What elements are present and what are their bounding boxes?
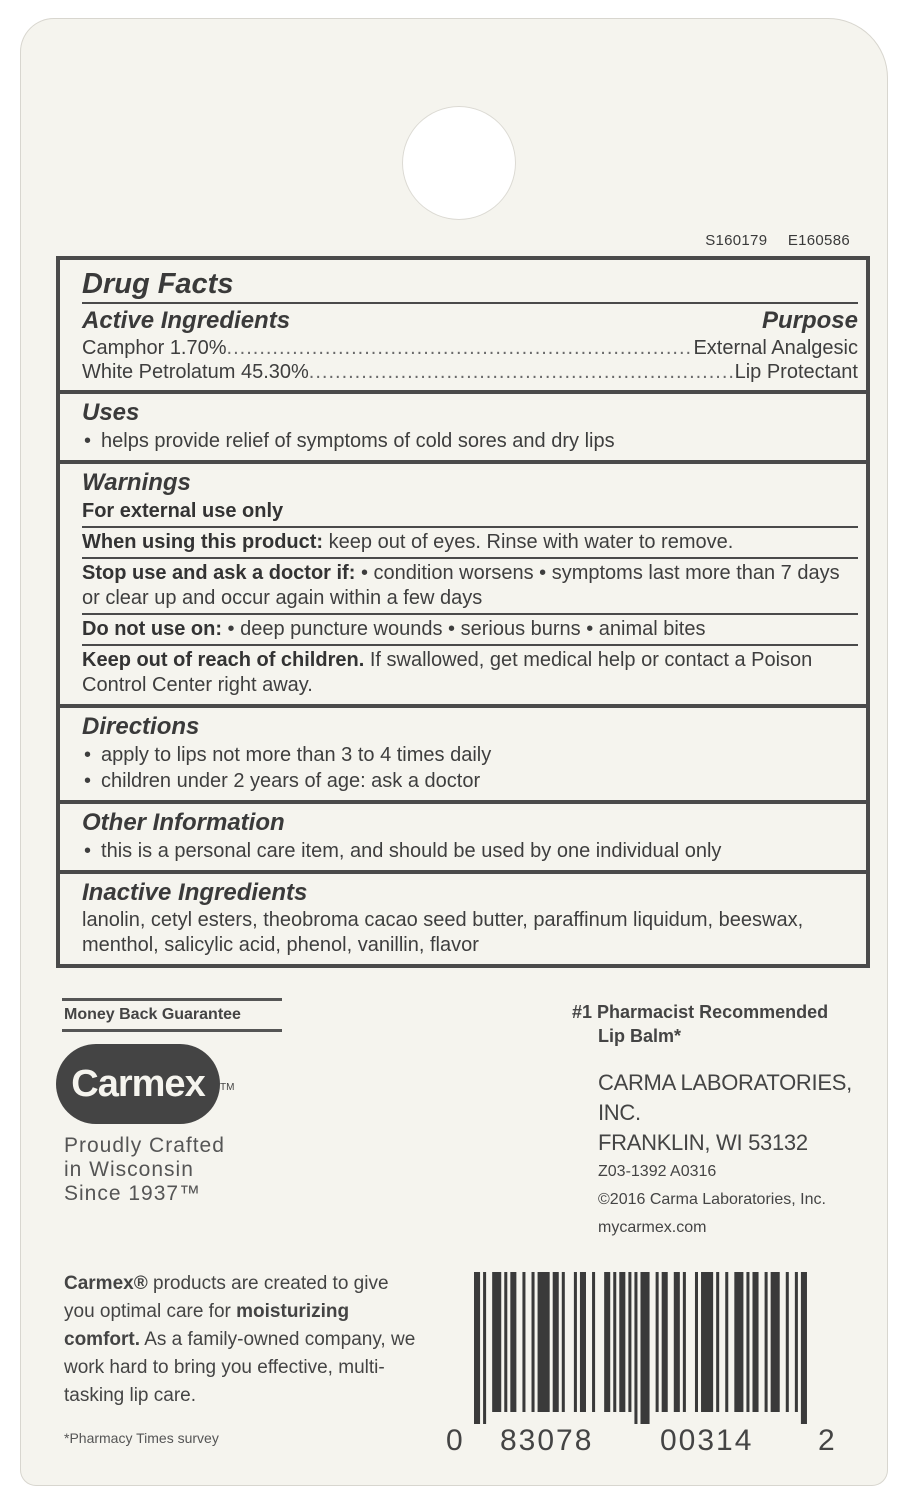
uses-item: • helps provide relief of symptoms of cold sores and dry lips [82,428,858,454]
story-brand: Carmex® [64,1273,148,1294]
directions-title: Directions [82,713,200,740]
active-name: Camphor 1.70% [82,337,227,359]
barcode-bar [553,1272,559,1412]
uses-title: Uses [82,399,140,426]
barcode-bar [734,1272,743,1412]
active-purpose: External Analgesic [693,337,858,359]
active-row [82,336,858,360]
barcode-bar [765,1272,768,1412]
company-website: mycarmex.com [598,1219,707,1236]
barcode-bar [771,1272,780,1412]
barcode-bar [613,1272,616,1412]
directions-item: • children under 2 years of age: ask a doctor [82,768,858,794]
barcode-bar [562,1272,565,1412]
crafted-line: Since 1937™ [64,1182,202,1205]
barcode-digit-check: 2 [818,1424,837,1457]
lot-code: E160586 [787,232,850,249]
recommended-claim [572,1000,862,1048]
barcode-bar [628,1272,631,1412]
barcode-bar [795,1272,798,1412]
barcode-bar [695,1272,698,1412]
crafted-line: in Wisconsin [64,1158,194,1181]
when-using-text: keep out of eyes. Rinse with water to remove. [328,531,734,553]
active-purpose: Lip Protectant [734,361,858,383]
barcode-bar [492,1272,501,1412]
crafted-statement [64,1134,304,1206]
barcode-bar [510,1272,516,1412]
leader-dots [227,336,694,360]
barcode-digits-left: 83078 [500,1424,594,1457]
do-not-use-line [82,613,858,642]
when-using-line [82,526,858,555]
logo-text: Carmex [71,1062,205,1105]
story-bold: moisturizing comfort. [64,1301,350,1350]
footnote: *Pharmacy Times survey [64,1430,219,1446]
barcode-bar [746,1272,749,1412]
stop-use-line [82,557,858,611]
barcode-bar [716,1272,719,1412]
package-back [20,18,888,1486]
when-using-label: When using this product: [82,531,324,553]
do-not-use-label: Do not use on: [82,618,222,640]
do-not-use-text: • deep puncture wounds • serious burns • animal bites [227,618,706,640]
carmex-logo [56,1044,220,1124]
barcode-bar [604,1272,610,1412]
company-code: Z03-1392 A0316 [598,1163,717,1180]
purpose-header: Purpose [761,307,858,334]
lot-codes [689,232,850,249]
drug-facts-title: Drug Facts [82,268,234,300]
directions-item: • apply to lips not more than 3 to 4 times daily [82,742,858,768]
active-header: Active Ingredients [82,307,291,334]
keep-out-text: If swallowed, get medical help or contact a Poison Control Center right away. [82,649,813,696]
barcode-bar [725,1272,728,1412]
active-ingredients-section [60,260,866,390]
other-info-section [60,800,866,870]
logo-trademark: TM [220,1082,235,1093]
crafted-line: Proudly Crafted [64,1134,225,1157]
drug-facts-panel [56,256,870,968]
lot-code: S160179 [705,232,768,249]
barcode-bar [662,1272,668,1412]
recommended-line: #1 Pharmacist Recommended [572,1002,829,1022]
barcode-bar [592,1272,595,1412]
barcode-bar [483,1272,486,1424]
barcode-bar [574,1272,577,1412]
other-info-item: • this is a personal care item, and should be used by one individual only [82,838,858,864]
barcode-bar [522,1272,525,1412]
inactive-text: lanolin, cetyl esters, theobroma cacao seed butter, paraffinum liquidum, beeswax, menthol, salicylic acid, phenol, vanillin, flavor [82,909,804,956]
story-text: products are created to give you optimal care for [64,1273,389,1322]
barcode-bar [683,1272,686,1412]
directions-section [60,704,866,800]
inactive-title: Inactive Ingredients [82,879,308,906]
barcode-digit-first: 0 [446,1424,465,1457]
story-text: As a family-owned company, we work hard to bring you effective, multi-tasking lip care. [64,1329,416,1406]
stop-use-text: • condition worsens • symptoms last more than 7 days or clear up and occur again within a few days [82,562,840,609]
barcode-bars [474,1272,810,1424]
barcode-bar [634,1272,637,1424]
barcode-bar [619,1272,625,1412]
company-info [598,1068,878,1242]
barcode-bar [674,1272,680,1412]
barcode-bar [656,1272,659,1412]
barcode-bar [580,1272,586,1412]
recommended-line: Lip Balm* [598,1026,682,1046]
active-row [82,360,858,384]
leader-dots [309,360,735,384]
other-info-title: Other Information [82,809,285,836]
barcode-bar [640,1272,649,1424]
keep-out-line [82,644,858,698]
barcode-bar [786,1272,789,1412]
barcode-bar [504,1272,507,1412]
active-header-row [82,302,858,336]
company-copyright: ©2016 Carma Laboratories, Inc. [598,1191,826,1208]
barcode-bar [538,1272,550,1412]
hang-hole [402,106,516,220]
barcode-bar [701,1272,713,1412]
stop-use-label: Stop use and ask a doctor if: [82,562,356,584]
company-name: CARMA LABORATORIES, INC. [598,1070,852,1125]
brand-story [64,1270,424,1410]
uses-section [60,390,866,460]
external-use-line: For external use only [82,500,284,522]
keep-out-label: Keep out of reach of children. [82,649,365,671]
active-name: White Petrolatum 45.30% [82,361,309,383]
barcode-digits-right: 00314 [660,1424,754,1457]
inactive-section [60,870,866,964]
barcode-bar [752,1272,758,1412]
warnings-section [60,460,866,704]
barcode-bar [474,1272,480,1424]
money-back-guarantee: Money Back Guarantee [62,998,282,1032]
barcode-bar [532,1272,535,1412]
barcode-bar [801,1272,807,1424]
company-city: FRANKLIN, WI 53132 [598,1130,808,1155]
warnings-title: Warnings [82,469,191,496]
